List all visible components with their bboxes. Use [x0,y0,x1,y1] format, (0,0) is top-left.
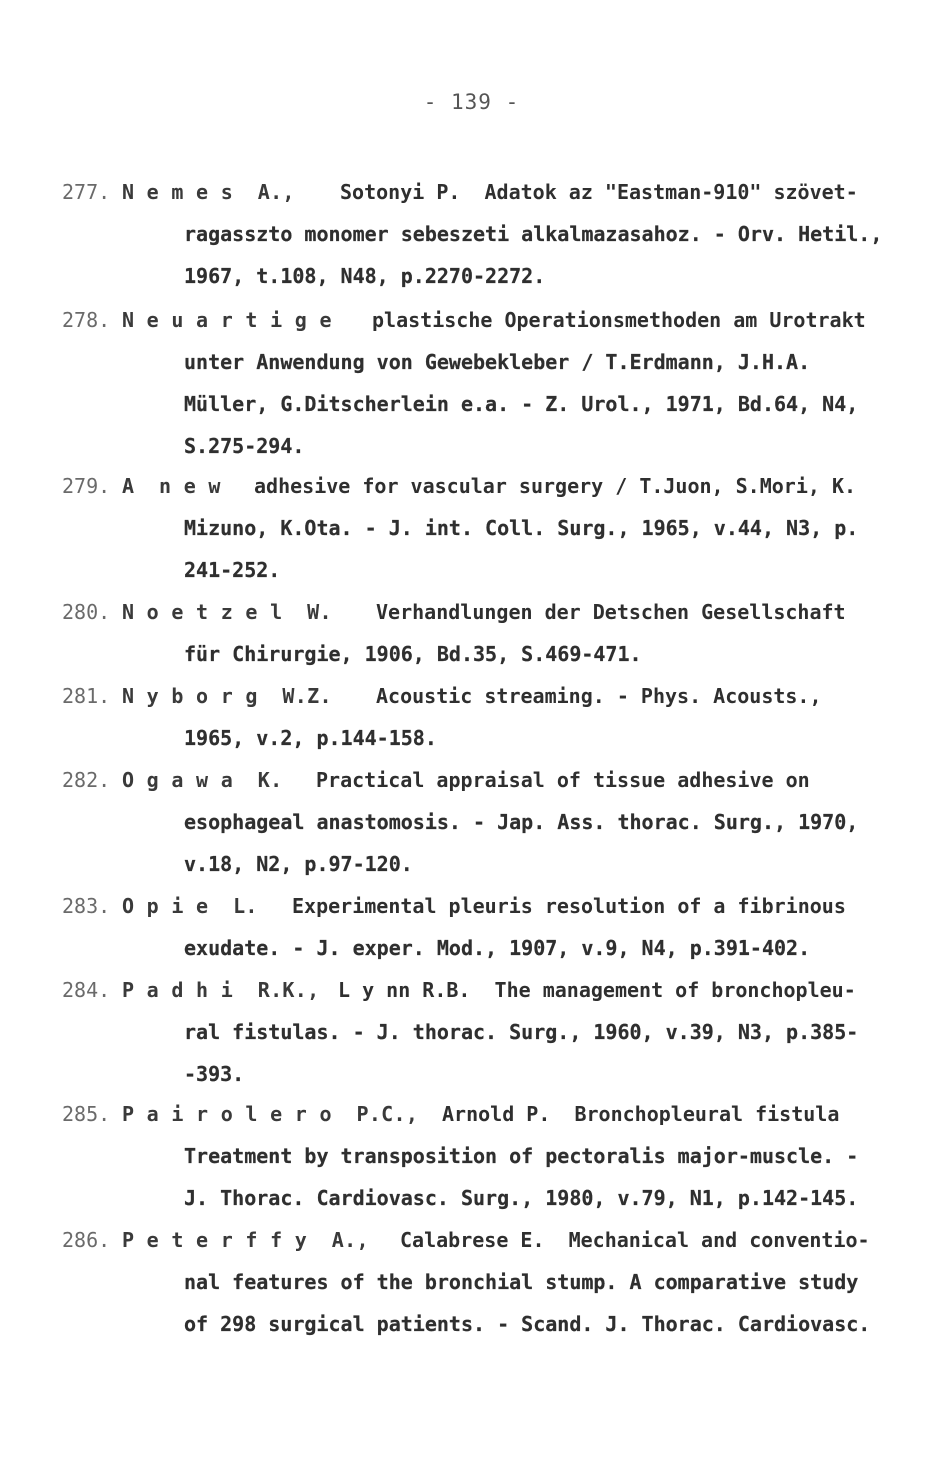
entry-line: ragasszto monomer sebeszeti alkalmazasahoz. - Orv. Hetil., [184,222,883,246]
entry-line: Treatment by transposition of pectoralis major-muscle. - [184,1144,859,1168]
entry-first-line: plastische Operationsmethoden am Urotrakt [372,308,866,332]
entry-first-line: Sotonyi P. Adatok az "Eastman-910" szövet- [340,180,858,204]
entry-line: esophageal anastomosis. - Jap. Ass. thorac. Surg., 1970, [184,810,859,834]
entry-line: of 298 surgical patients. - Scand. J. Thorac. Cardiovasc. [184,1312,871,1336]
entry-author: N e u a r t i g e [122,308,332,332]
entry-number: 282. [62,768,111,792]
entry-first-line: L y nn R.B. The management of bronchopleu- [338,978,856,1002]
entry-first-line: Verhandlungen der Detschen Gesellschaft [376,600,846,624]
entry-number: 277. [62,180,111,204]
entry-number: 278. [62,308,111,332]
entry-line: nal features of the bronchial stump. A comparative study [184,1270,859,1294]
entry-number: 279. [62,474,111,498]
entry-author: N o e t z e l W. [122,600,332,624]
entry-line: S.275-294. [184,434,305,458]
entry-line: v.18, N2, p.97-120. [184,852,413,876]
entry-line: unter Anwendung von Gewebekleber / T.Erdmann, J.H.A. [184,350,811,374]
entry-author: P a d h i R.K., [122,978,320,1002]
entry-first-line: Arnold P. Bronchopleural fistula [442,1102,840,1126]
entry-line: Müller, G.Ditscherlein e.a. - Z. Urol., 1971, Bd.64, N4, [184,392,859,416]
entry-first-line: Experimental pleuris resolution of a fibrinous [292,894,846,918]
entry-line: J. Thorac. Cardiovasc. Surg., 1980, v.79, N1, p.142-145. [184,1186,859,1210]
entry-number: 280. [62,600,111,624]
entry-line: ral fistulas. - J. thorac. Surg., 1960, v.39, N3, p.385- [184,1020,859,1044]
entry-number: 281. [62,684,111,708]
entry-number: 284. [62,978,111,1002]
entry-first-line: Calabrese E. Mechanical and conventio- [400,1228,870,1252]
entry-line: 1965, v.2, p.144-158. [184,726,437,750]
entry-line: für Chirurgie, 1906, Bd.35, S.469-471. [184,642,642,666]
entry-author: N y b o r g W.Z. [122,684,332,708]
entry-line: exudate. - J. exper. Mod., 1907, v.9, N4, p.391-402. [184,936,811,960]
entry-author: P e t e r f f y A., [122,1228,369,1252]
entry-author: O g a w a K. [122,768,283,792]
entry-line: -393. [184,1062,245,1086]
entry-author: P a i r o l e r o P.C., [122,1102,419,1126]
entry-number: 285. [62,1102,111,1126]
entry-author: A n e w [122,474,221,498]
entry-number: 283. [62,894,111,918]
entry-author: O p i e L. [122,894,258,918]
entry-first-line: adhesive for vascular surgery / T.Juon, S.Mori, K. [254,474,857,498]
entry-line: 241-252. [184,558,281,582]
entry-first-line: Practical appraisal of tissue adhesive on [316,768,810,792]
entry-line: 1967, t.108, N48, p.2270-2272. [184,264,546,288]
entry-first-line: Acoustic streaming. - Phys. Acousts., [376,684,822,708]
entry-number: 286. [62,1228,111,1252]
entry-line: Mizuno, K.Ota. - J. int. Coll. Surg., 1965, v.44, N3, p. [184,516,859,540]
page-number: - 139 - [423,90,520,114]
entry-author: N e m e s A., [122,180,295,204]
